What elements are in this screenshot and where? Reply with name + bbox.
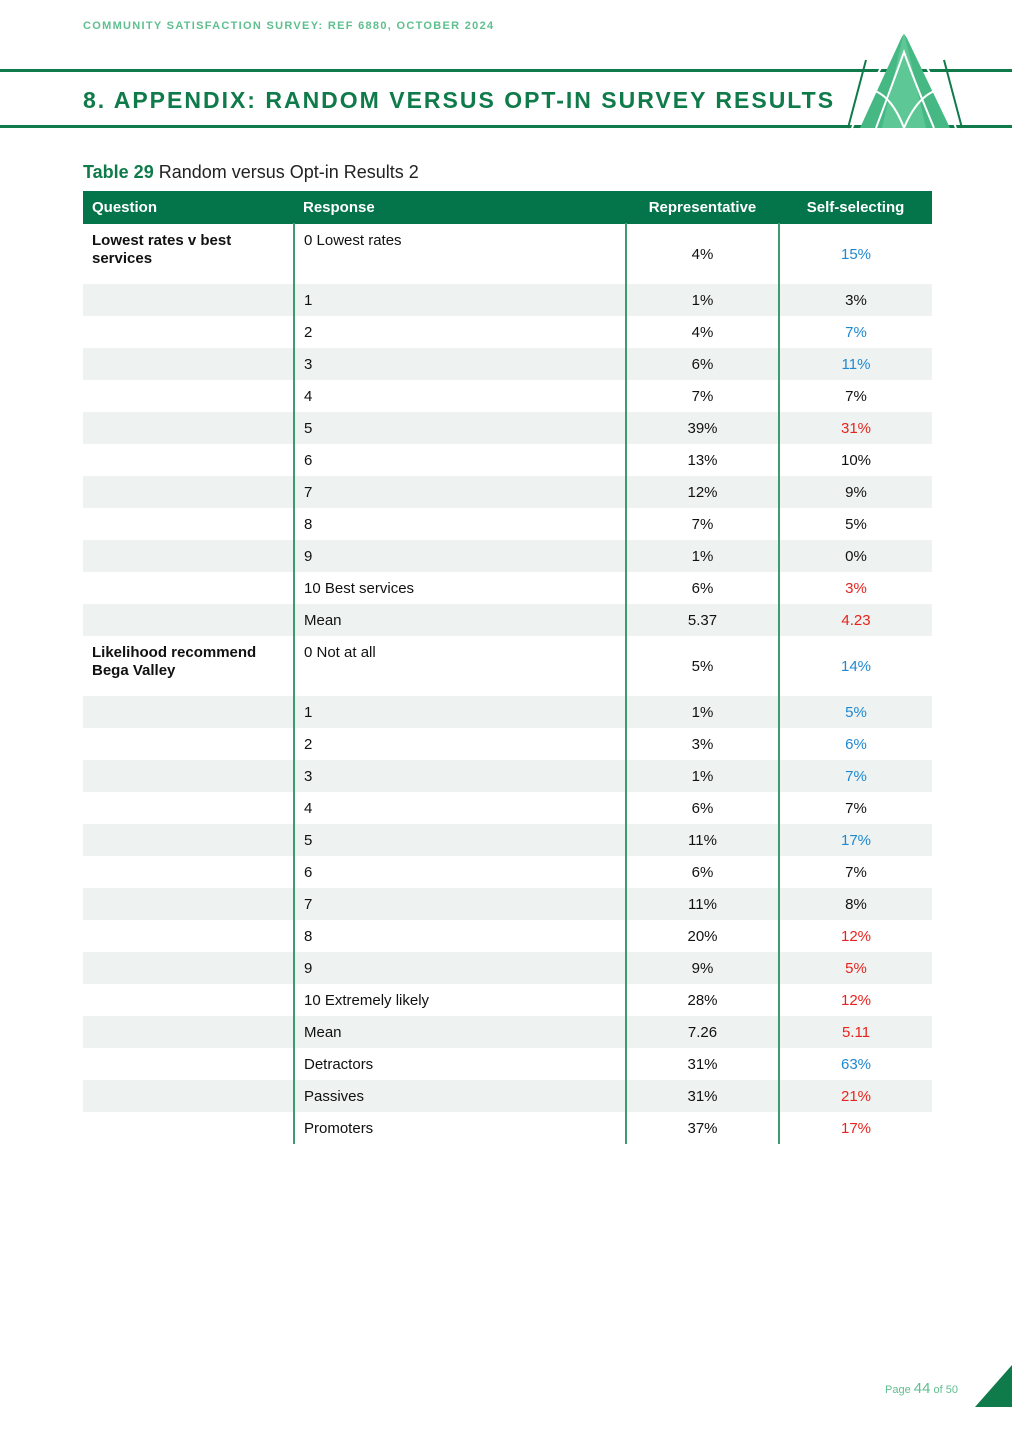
cell-question (83, 380, 294, 412)
cell-response: 7 (294, 476, 626, 508)
table-caption-number: Table 29 (83, 162, 154, 182)
cell-representative: 6% (626, 348, 779, 380)
cell-question (83, 728, 294, 760)
table-caption (83, 162, 419, 183)
cell-question (83, 824, 294, 856)
cell-response: 1 (294, 284, 626, 316)
cell-response: 7 (294, 888, 626, 920)
cell-representative: 6% (626, 856, 779, 888)
cell-question (83, 348, 294, 380)
cell-representative: 28% (626, 984, 779, 1016)
table-row (83, 476, 932, 508)
table-row (83, 760, 932, 792)
table-row (83, 984, 932, 1016)
table-row (83, 540, 932, 572)
cell-question (83, 1016, 294, 1048)
cell-self-selecting: 14% (779, 636, 932, 696)
table-row (83, 920, 932, 952)
page-number (885, 1380, 958, 1397)
cell-representative: 1% (626, 284, 779, 316)
table-row (83, 284, 932, 316)
cell-self-selecting: 12% (779, 920, 932, 952)
document-header-ref: COMMUNITY SATISFACTION SURVEY: REF 6880, OCTOBER 2024 (83, 20, 495, 32)
cell-self-selecting: 15% (779, 224, 932, 285)
cell-self-selecting: 0% (779, 540, 932, 572)
cell-response: Mean (294, 604, 626, 636)
cell-representative: 4% (626, 316, 779, 348)
table-caption-title: Random versus Opt-in Results 2 (158, 162, 419, 182)
table-row (83, 444, 932, 476)
table-row (83, 728, 932, 760)
cell-question (83, 888, 294, 920)
cell-self-selecting: 8% (779, 888, 932, 920)
table-row (83, 604, 932, 636)
cell-response: Mean (294, 1016, 626, 1048)
cell-question (83, 476, 294, 508)
table-row (83, 636, 932, 696)
table-row (83, 224, 932, 285)
cell-question (83, 508, 294, 540)
table-row (83, 412, 932, 444)
cell-representative: 20% (626, 920, 779, 952)
cell-representative: 1% (626, 696, 779, 728)
cell-question (83, 284, 294, 316)
cell-question (83, 920, 294, 952)
cell-response: 1 (294, 696, 626, 728)
header-response: Response (294, 191, 626, 224)
cell-response: 0 Lowest rates (294, 224, 626, 285)
cell-representative: 31% (626, 1048, 779, 1080)
cell-self-selecting: 7% (779, 316, 932, 348)
cell-question (83, 540, 294, 572)
cell-self-selecting: 11% (779, 348, 932, 380)
page-of: of (933, 1384, 943, 1396)
cell-question (83, 604, 294, 636)
table-row (83, 508, 932, 540)
cell-question (83, 856, 294, 888)
cell-response: 4 (294, 380, 626, 412)
cell-self-selecting: 21% (779, 1080, 932, 1112)
cell-self-selecting: 31% (779, 412, 932, 444)
page-current: 44 (913, 1380, 931, 1397)
table-row (83, 1016, 932, 1048)
council-logo-icon (846, 30, 964, 130)
header-question: Question (83, 191, 294, 224)
cell-self-selecting: 5% (779, 952, 932, 984)
cell-self-selecting: 63% (779, 1048, 932, 1080)
cell-representative: 12% (626, 476, 779, 508)
cell-response: 0 Not at all (294, 636, 626, 696)
cell-question (83, 1048, 294, 1080)
cell-self-selecting: 3% (779, 284, 932, 316)
cell-question (83, 412, 294, 444)
page-word: Page (885, 1384, 911, 1396)
cell-representative: 11% (626, 824, 779, 856)
cell-question (83, 760, 294, 792)
cell-representative: 6% (626, 792, 779, 824)
cell-self-selecting: 5.11 (779, 1016, 932, 1048)
cell-response: 2 (294, 316, 626, 348)
cell-response: 5 (294, 824, 626, 856)
cell-self-selecting: 17% (779, 824, 932, 856)
cell-response: 8 (294, 508, 626, 540)
cell-representative: 37% (626, 1112, 779, 1144)
cell-representative: 7.26 (626, 1016, 779, 1048)
section-title: 8. APPENDIX: RANDOM VERSUS OPT-IN SURVEY RESULTS (83, 87, 836, 113)
cell-representative: 5.37 (626, 604, 779, 636)
cell-response: 3 (294, 348, 626, 380)
cell-representative: 39% (626, 412, 779, 444)
cell-response: 6 (294, 444, 626, 476)
cell-response: Promoters (294, 1112, 626, 1144)
cell-self-selecting: 7% (779, 380, 932, 412)
table-row (83, 348, 932, 380)
cell-response: 6 (294, 856, 626, 888)
cell-response: 3 (294, 760, 626, 792)
cell-representative: 13% (626, 444, 779, 476)
cell-question (83, 444, 294, 476)
cell-question (83, 1112, 294, 1144)
cell-self-selecting: 4.23 (779, 604, 932, 636)
cell-representative: 1% (626, 540, 779, 572)
cell-representative: 31% (626, 1080, 779, 1112)
table-row (83, 696, 932, 728)
table-row (83, 316, 932, 348)
cell-representative: 3% (626, 728, 779, 760)
cell-self-selecting: 7% (779, 856, 932, 888)
cell-representative: 7% (626, 380, 779, 412)
cell-response: 8 (294, 920, 626, 952)
cell-response: Passives (294, 1080, 626, 1112)
cell-response: Detractors (294, 1048, 626, 1080)
table-row (83, 888, 932, 920)
table-row (83, 1080, 932, 1112)
cell-response: 10 Extremely likely (294, 984, 626, 1016)
cell-question (83, 696, 294, 728)
cell-response: 2 (294, 728, 626, 760)
cell-question (83, 952, 294, 984)
cell-self-selecting: 5% (779, 696, 932, 728)
table-row (83, 380, 932, 412)
cell-self-selecting: 6% (779, 728, 932, 760)
cell-representative: 5% (626, 636, 779, 696)
cell-representative: 4% (626, 224, 779, 285)
cell-representative: 9% (626, 952, 779, 984)
cell-self-selecting: 7% (779, 792, 932, 824)
page-total: 50 (945, 1384, 959, 1396)
cell-question: Likelihood recommend Bega Valley (92, 644, 257, 679)
cell-question (83, 984, 294, 1016)
cell-question (83, 792, 294, 824)
header-representative: Representative (626, 191, 779, 224)
cell-self-selecting: 9% (779, 476, 932, 508)
table-row (83, 1112, 932, 1144)
cell-response: 4 (294, 792, 626, 824)
cell-self-selecting: 10% (779, 444, 932, 476)
cell-representative: 6% (626, 572, 779, 604)
table-row (83, 792, 932, 824)
header-self-selecting: Self-selecting (779, 191, 932, 224)
cell-response: 5 (294, 412, 626, 444)
table-row (83, 952, 932, 984)
cell-self-selecting: 12% (779, 984, 932, 1016)
table-body (83, 224, 932, 1145)
table-row (83, 572, 932, 604)
cell-question (83, 1080, 294, 1112)
cell-question (83, 316, 294, 348)
cell-self-selecting: 7% (779, 760, 932, 792)
cell-question (83, 572, 294, 604)
cell-question: Lowest rates v best services (92, 232, 232, 267)
cell-response: 10 Best services (294, 572, 626, 604)
cell-response: 9 (294, 540, 626, 572)
table-row (83, 824, 932, 856)
results-table (83, 191, 932, 1144)
table-row (83, 1048, 932, 1080)
cell-representative: 11% (626, 888, 779, 920)
corner-triangle-icon (975, 1365, 1012, 1407)
cell-self-selecting: 17% (779, 1112, 932, 1144)
table-row (83, 856, 932, 888)
cell-self-selecting: 3% (779, 572, 932, 604)
cell-representative: 7% (626, 508, 779, 540)
table-header-row (83, 191, 932, 224)
cell-representative: 1% (626, 760, 779, 792)
cell-response: 9 (294, 952, 626, 984)
cell-self-selecting: 5% (779, 508, 932, 540)
